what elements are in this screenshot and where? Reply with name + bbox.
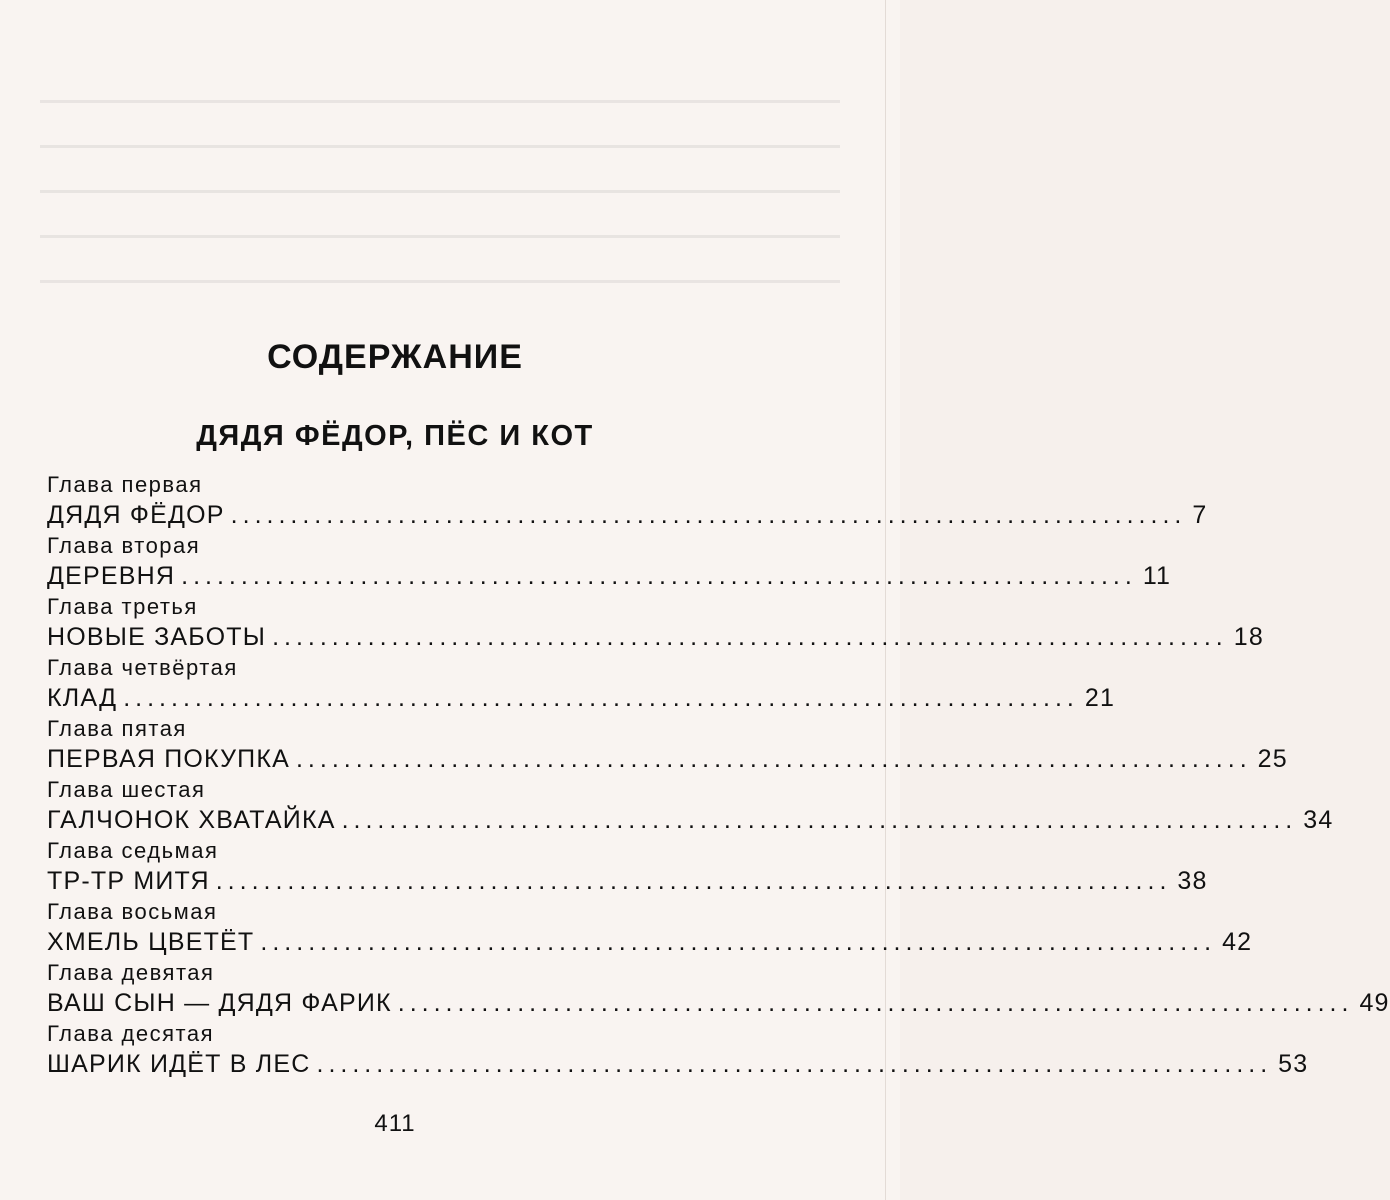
dot-leader: ................................................................................ <box>123 684 1079 712</box>
chapter-number: Глава четвёртая <box>47 655 238 680</box>
chapter-page-number: 49 <box>1359 989 1390 1017</box>
chapter-title: КЛАД <box>47 684 118 712</box>
chapter-number: Глава шестая <box>47 777 206 802</box>
chapter-page-number: 34 <box>1303 806 1334 834</box>
chapter-title: ГАЛЧОНОК ХВАТАЙКА <box>47 806 336 834</box>
toc-entry <box>47 592 1264 653</box>
table-of-contents <box>47 470 1390 1080</box>
dot-leader: ................................................................................ <box>397 989 1354 1017</box>
chapter-number: Глава десятая <box>47 1021 215 1046</box>
dot-leader: ................................................................................ <box>341 806 1298 834</box>
toc-entry <box>47 531 1172 592</box>
chapter-number: Глава седьмая <box>47 838 219 863</box>
chapter-title: ПЕРВАЯ ПОКУПКА <box>47 745 290 773</box>
toc-entry <box>47 714 1288 775</box>
toc-entry <box>47 775 1334 836</box>
toc-line <box>47 620 1264 654</box>
chapter-title: ДЯДЯ ФЁДОР <box>47 501 225 529</box>
chapter-page-number: 11 <box>1142 562 1172 590</box>
part-title: ДЯДЯ ФЁДОР, ПЁС И КОТ <box>196 420 594 452</box>
dot-leader: ................................................................................ <box>215 867 1172 895</box>
dot-leader: ................................................................................ <box>260 928 1217 956</box>
toc-line <box>47 1047 1309 1081</box>
dot-leader: ................................................................................ <box>316 1050 1273 1078</box>
chapter-title: ДЕРЕВНЯ <box>47 562 176 590</box>
chapter-title: ХМЕЛЬ ЦВЕТЁТ <box>47 928 255 956</box>
dot-leader: ................................................................................ <box>295 745 1252 773</box>
toc-entry <box>47 470 1208 531</box>
dot-leader: ................................................................................ <box>181 562 1137 590</box>
chapter-page-number: 18 <box>1233 623 1264 651</box>
chapter-number: Глава третья <box>47 594 198 619</box>
chapter-page-number: 25 <box>1257 745 1288 773</box>
toc-entry <box>47 836 1208 897</box>
toc-line <box>47 681 1116 715</box>
chapter-page-number: 38 <box>1177 867 1208 895</box>
toc-entry <box>47 958 1390 1019</box>
dot-leader: ................................................................................ <box>230 501 1187 529</box>
contents-heading: СОДЕРЖАНИЕ <box>267 338 523 376</box>
dot-leader: ................................................................................ <box>272 623 1228 651</box>
toc-entry <box>47 1019 1309 1080</box>
chapter-page-number: 42 <box>1222 928 1253 956</box>
page-number: 411 <box>374 1110 416 1137</box>
toc-line <box>47 925 1253 959</box>
toc-entry <box>47 897 1253 958</box>
chapter-number: Глава пятая <box>47 716 187 741</box>
chapter-title: НОВЫЕ ЗАБОТЫ <box>47 623 267 651</box>
toc-line <box>47 559 1172 593</box>
toc-line <box>47 498 1208 532</box>
chapter-title: ШАРИК ИДЁТ В ЛЕС <box>47 1050 311 1078</box>
toc-entry <box>47 653 1116 714</box>
chapter-title: ВАШ СЫН — ДЯДЯ ФАРИК <box>47 989 392 1017</box>
chapter-page-number: 53 <box>1278 1050 1309 1078</box>
page-edge <box>885 0 886 1200</box>
chapter-number: Глава вторая <box>47 533 201 558</box>
chapter-title: ТР-ТР МИТЯ <box>47 867 210 895</box>
chapter-page-number: 7 <box>1192 501 1208 529</box>
chapter-number: Глава восьмая <box>47 899 218 924</box>
toc-line <box>47 803 1334 837</box>
show-through-text <box>40 100 840 340</box>
toc-line <box>47 986 1390 1020</box>
chapter-number: Глава девятая <box>47 960 215 985</box>
chapter-number: Глава первая <box>47 472 203 497</box>
toc-line <box>47 742 1288 776</box>
chapter-page-number: 21 <box>1084 684 1116 712</box>
toc-line <box>47 864 1208 898</box>
